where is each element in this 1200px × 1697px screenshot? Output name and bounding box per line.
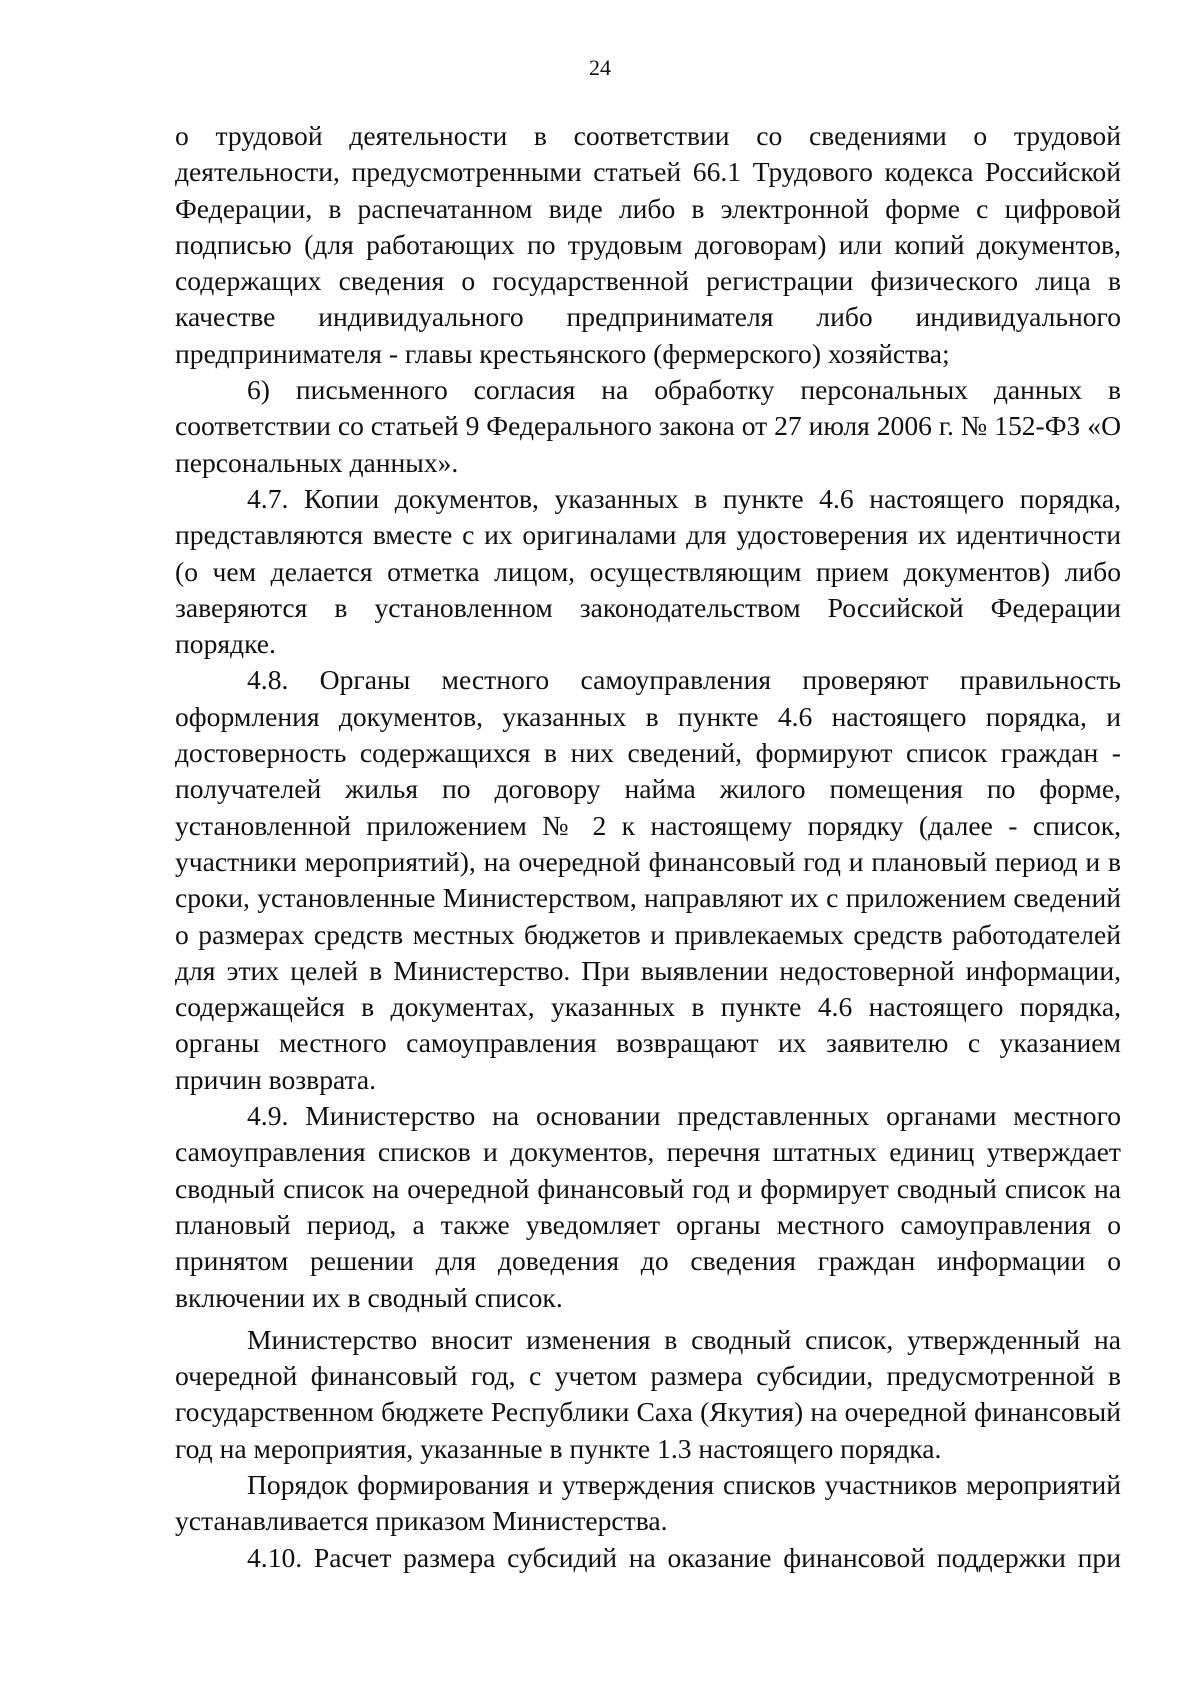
paragraph-4-8: 4.8. Органы местного самоуправления проверяют правильность оформления документов, указанных в пункте 4.6 настоящего порядка, и достоверность содержащихся в них сведений, формируют список граждан - получателей жилья по договору найма жилого помещения по форме, установленной приложением № 2 к настоящему порядку (далее - список, участники мероприятий), на очередной финансовый год и плановый период и в сроки, установленные Министерством, направляют их с приложением сведений о размерах средств местных бюджетов и привлекаемых средств работодателей для этих целей в Министерство. При выявлении недостоверной информации, содержащейся в документах, указанных в пункте 4.6 настоящего порядка, органы местного самоуправления возвращают их заявителю с указанием причин возврата. — [175, 664, 1121, 1095]
document-body — [175, 118, 1121, 1576]
paragraph-4-9: 4.9. Министерство на основании представленных органами местного самоуправления списков и документов, перечня штатных единиц утверждает сводный список на очередной финансовый год и формирует сводный список на плановый период, а также уведомляет органы местного самоуправления о принятом решении для доведения до сведения граждан информации о включении их в сводный список. — [175, 1100, 1121, 1313]
paragraph-work-records: о трудовой деятельности в соответствии со сведениями о трудовой деятельности, предусмотренными статьей 66.1 Трудового кодекса Российской Федерации, в распечатанном виде либо в электронной форме с цифровой подписью (для работающих по трудовым договорам) или копий документов, содержащих сведения о государственной регистрации физического лица в качестве индивидуального предпринимателя либо индивидуального предпринимателя - главы крестьянского (фермерского) хозяйства; — [175, 120, 1121, 369]
paragraph-ministry-changes: Министерство вносит изменения в сводный список, утвержденный на очередной финансовый год, с учетом размера субсидии, предусмотренной в государственном бюджете Республики Саха (Якутия) на очередной финансовый год на мероприятия, указанные в пункте 1.3 настоящего порядка. — [175, 1323, 1121, 1464]
paragraph-list-procedure: Порядок формирования и утверждения списков участников мероприятий устанавливается приказом Министерства. — [175, 1468, 1121, 1537]
paragraph-4-10: 4.10. Расчет размера субсидий на оказание финансовой поддержки при — [247, 1541, 1121, 1573]
paragraph-consent: 6) письменного согласия на обработку персональных данных в соответствии со статьей 9 Федерального закона от 27 июля 2006 г. № 152-ФЗ «О персональных данных». — [175, 374, 1121, 478]
paragraph-4-7: 4.7. Копии документов, указанных в пункте 4.6 настоящего порядка, представляются вместе с их оригиналами для удостоверения их идентичности (о чем делается отметка лицом, осуществляющим прием документов) либо заверяются в установленном законодательством Российской Федерации порядке. — [175, 482, 1121, 660]
page-number: 24 — [589, 55, 611, 80]
